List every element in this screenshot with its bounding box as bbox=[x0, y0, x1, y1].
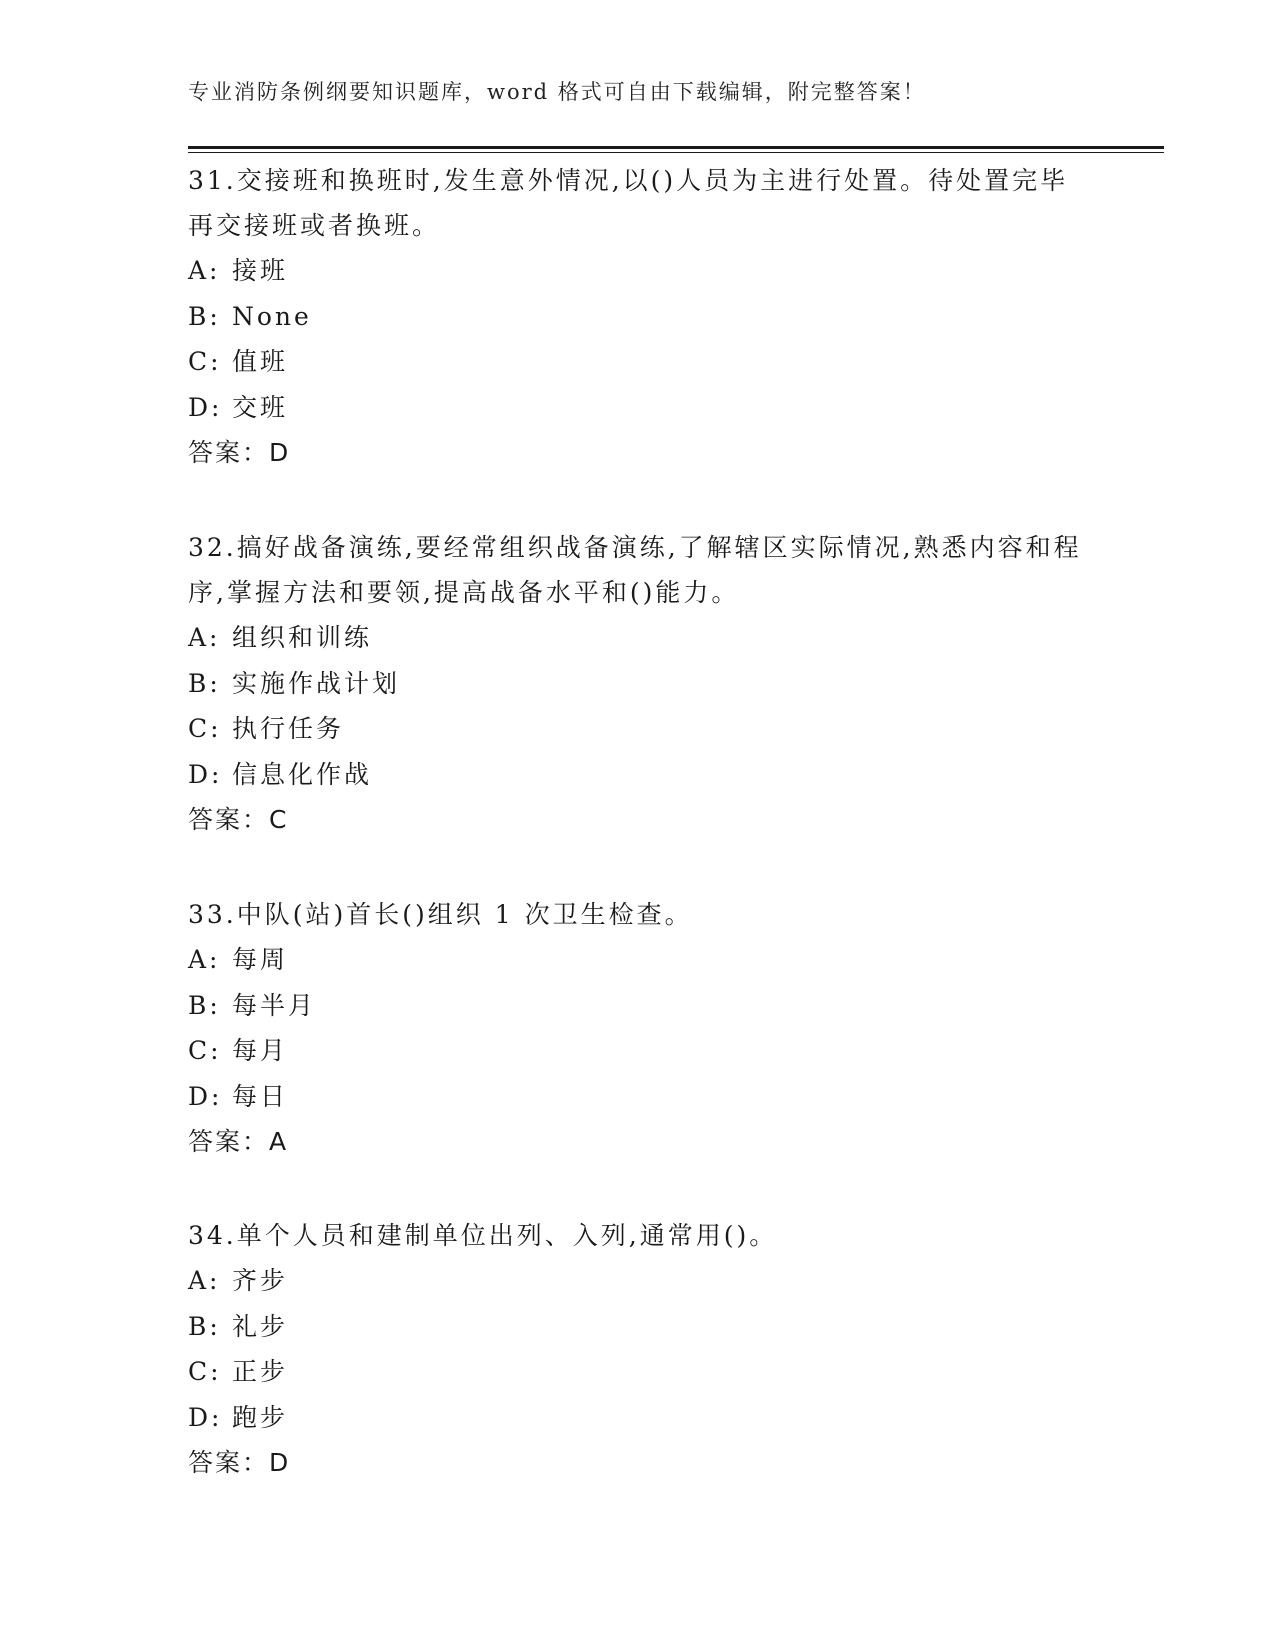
page-header: 专业消防条例纲要知识题库，word 格式可自由下载编辑，附完整答案！ bbox=[188, 80, 926, 104]
option-c bbox=[188, 1028, 1088, 1074]
answer: 答案：A bbox=[188, 1127, 289, 1156]
option-text: 每周 bbox=[232, 945, 289, 974]
option-text: 信息化作战 bbox=[232, 759, 373, 789]
option-text: 齐步 bbox=[232, 1266, 289, 1295]
option-b bbox=[188, 661, 1088, 707]
question-stem: 31.交接班和换班时,发生意外情况,以()人员为主进行处置。待处置完毕再交接班或者换班。 bbox=[188, 166, 1069, 240]
option-key: B: bbox=[188, 301, 221, 331]
header-rule-thick bbox=[188, 146, 1164, 149]
option-a bbox=[188, 615, 1088, 661]
option-c bbox=[188, 1349, 1088, 1395]
option-key: B: bbox=[188, 990, 221, 1020]
option-c bbox=[188, 706, 1088, 752]
option-text: 每半月 bbox=[232, 990, 317, 1020]
question-32 bbox=[188, 525, 1088, 842]
option-key: A: bbox=[188, 256, 221, 285]
question-34 bbox=[188, 1213, 1088, 1485]
option-key: A: bbox=[188, 623, 221, 652]
option-d bbox=[188, 1074, 1088, 1120]
answer: 答案：C bbox=[188, 805, 289, 834]
question-33 bbox=[188, 892, 1088, 1164]
option-d bbox=[188, 1395, 1088, 1441]
option-text: 礼步 bbox=[232, 1311, 289, 1341]
option-text: 正步 bbox=[232, 1357, 289, 1386]
option-d bbox=[188, 385, 1088, 431]
option-key: C: bbox=[188, 1357, 222, 1386]
option-c bbox=[188, 339, 1088, 385]
option-text: 执行任务 bbox=[232, 714, 345, 743]
option-b bbox=[188, 294, 1088, 340]
option-key: C: bbox=[188, 714, 222, 743]
option-text: 每月 bbox=[232, 1036, 289, 1065]
answer: 答案：D bbox=[188, 1448, 291, 1477]
option-key: B: bbox=[188, 1311, 221, 1341]
option-key: D: bbox=[188, 759, 223, 789]
option-text: None bbox=[232, 301, 312, 331]
option-key: B: bbox=[188, 668, 221, 698]
option-key: A: bbox=[188, 945, 221, 974]
header-rule-thin bbox=[188, 152, 1164, 153]
answer: 答案：D bbox=[188, 438, 291, 467]
option-key: C: bbox=[188, 347, 222, 376]
option-a bbox=[188, 937, 1088, 983]
option-key: A: bbox=[188, 1266, 221, 1295]
option-a bbox=[188, 1258, 1088, 1304]
option-key: D: bbox=[188, 1081, 223, 1111]
option-key: C: bbox=[188, 1036, 222, 1065]
option-d bbox=[188, 752, 1088, 798]
question-31 bbox=[188, 158, 1088, 475]
question-stem: 34.单个人员和建制单位出列、入列,通常用()。 bbox=[188, 1221, 778, 1250]
option-text: 接班 bbox=[232, 256, 289, 285]
option-b bbox=[188, 983, 1088, 1029]
question-stem: 32.搞好战备演练,要经常组织战备演练,了解辖区实际情况,熟悉内容和程序,掌握方法和要领,提高战备水平和()能力。 bbox=[188, 533, 1082, 607]
question-stem: 33.中队(站)首长()组织 1 次卫生检查。 bbox=[188, 900, 693, 929]
option-key: D: bbox=[188, 1402, 223, 1432]
option-text: 跑步 bbox=[232, 1402, 289, 1432]
option-a bbox=[188, 248, 1088, 294]
option-text: 交班 bbox=[232, 392, 289, 422]
option-text: 实施作战计划 bbox=[232, 668, 401, 698]
option-text: 值班 bbox=[232, 347, 289, 376]
option-text: 每日 bbox=[232, 1081, 289, 1111]
option-b bbox=[188, 1304, 1088, 1350]
option-text: 组织和训练 bbox=[232, 623, 373, 652]
option-key: D: bbox=[188, 392, 223, 422]
